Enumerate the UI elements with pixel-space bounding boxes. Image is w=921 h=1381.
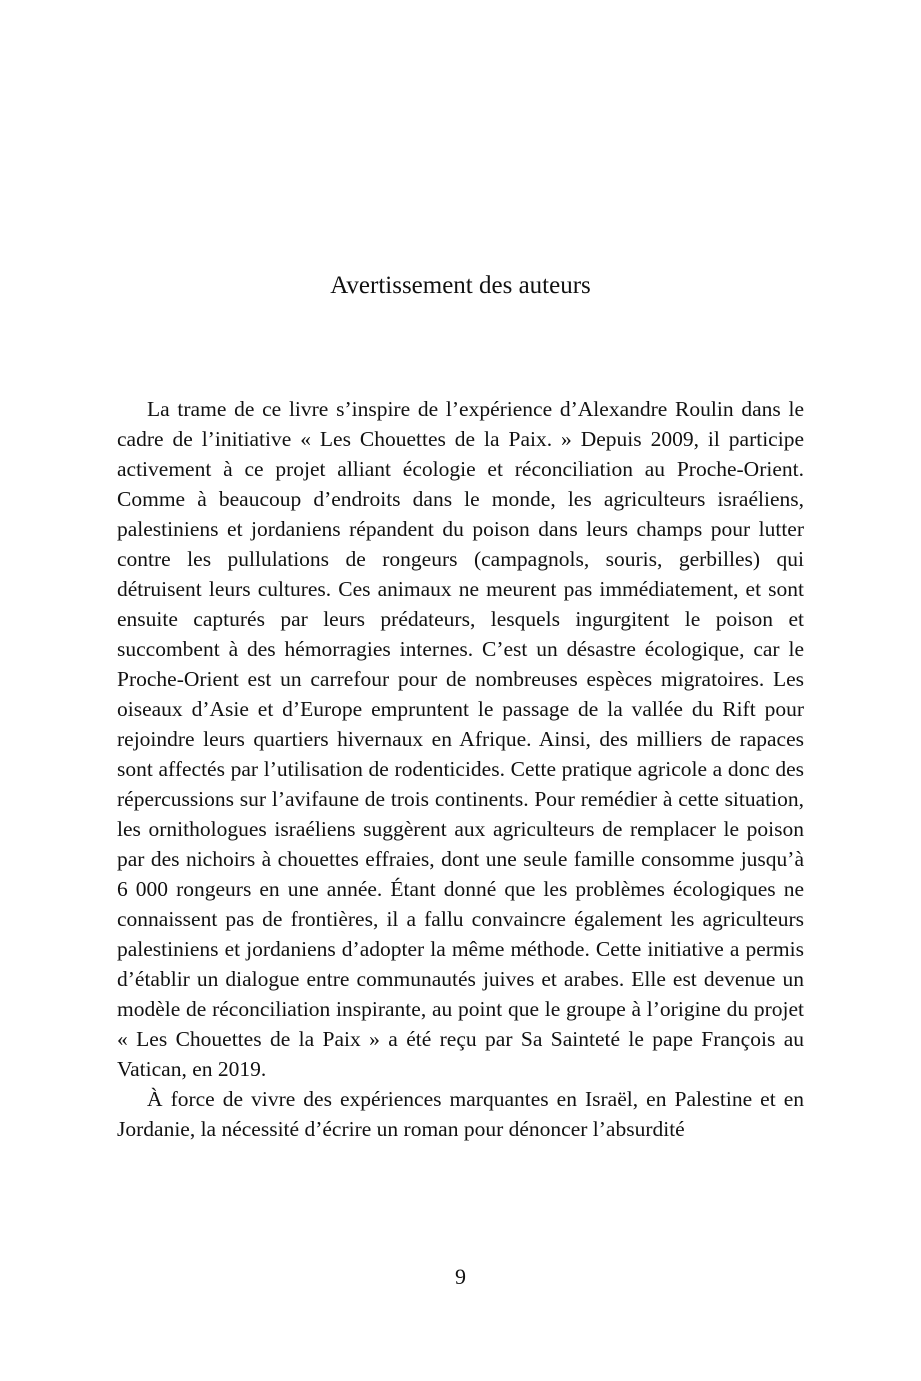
- chapter-title: Avertissement des auteurs: [330, 272, 591, 299]
- paragraph-1: La trame de ce livre s’inspire de l’expérience d’Alexandre Roulin dans le cadre de l’initiative « Les Chouettes de la Paix. » Depuis 2009, il participe activement à ce projet alliant écologie et réconciliation au Proche-Orient. Comme à beaucoup d’endroits dans le monde, les agriculteurs israéliens, palestiniens et jordaniens répandent du poison dans leurs champs pour lutter contre les pullulations de rongeurs (campagnols, souris, gerbilles) qui détruisent leurs cultures. Ces animaux ne meurent pas immédiatement, et sont ensuite capturés par leurs prédateurs, lesquels ingurgitent le poison et succombent à des hémorragies internes. C’est un désastre écologique, car le Proche-Orient est un carrefour pour de nombreuses espèces migratoires. Les oiseaux d’Asie et d’Europe empruntent le passage de la vallée du Rift pour rejoindre leurs quartiers hivernaux en Afrique. Ainsi, des milliers de rapaces sont affectés par l’utilisation de rodenticides. Cette pratique agricole a donc des répercussions sur l’avifaune de trois continents. Pour remédier à cette situation, les ornithologues israéliens suggèrent aux agriculteurs de remplacer le poison par des nichoirs à chouettes effraies, dont une seule famille consomme jusqu’à 6 000 rongeurs en une année. Étant donné que les problèmes écologiques ne connaissent pas de frontières, il a fallu convaincre également les agriculteurs palestiniens et jordaniens d’adopter la même méthode. Cette initiative a permis d’établir un dialogue entre communautés juives et arabes. Elle est devenue un modèle de réconciliation inspirante, au point que le groupe à l’origine du projet « Les Chouettes de la Paix » a été reçu par Sa Sainteté le pape François au Vatican, en 2019.: [117, 397, 804, 1081]
- body-text: [117, 394, 804, 1144]
- page-number: 9: [455, 1264, 466, 1289]
- paragraph-2: À force de vivre des expériences marquantes en Israël, en Palestine et en Jordanie, la nécessité d’écrire un roman pour dénoncer l’absurdité: [117, 1087, 804, 1141]
